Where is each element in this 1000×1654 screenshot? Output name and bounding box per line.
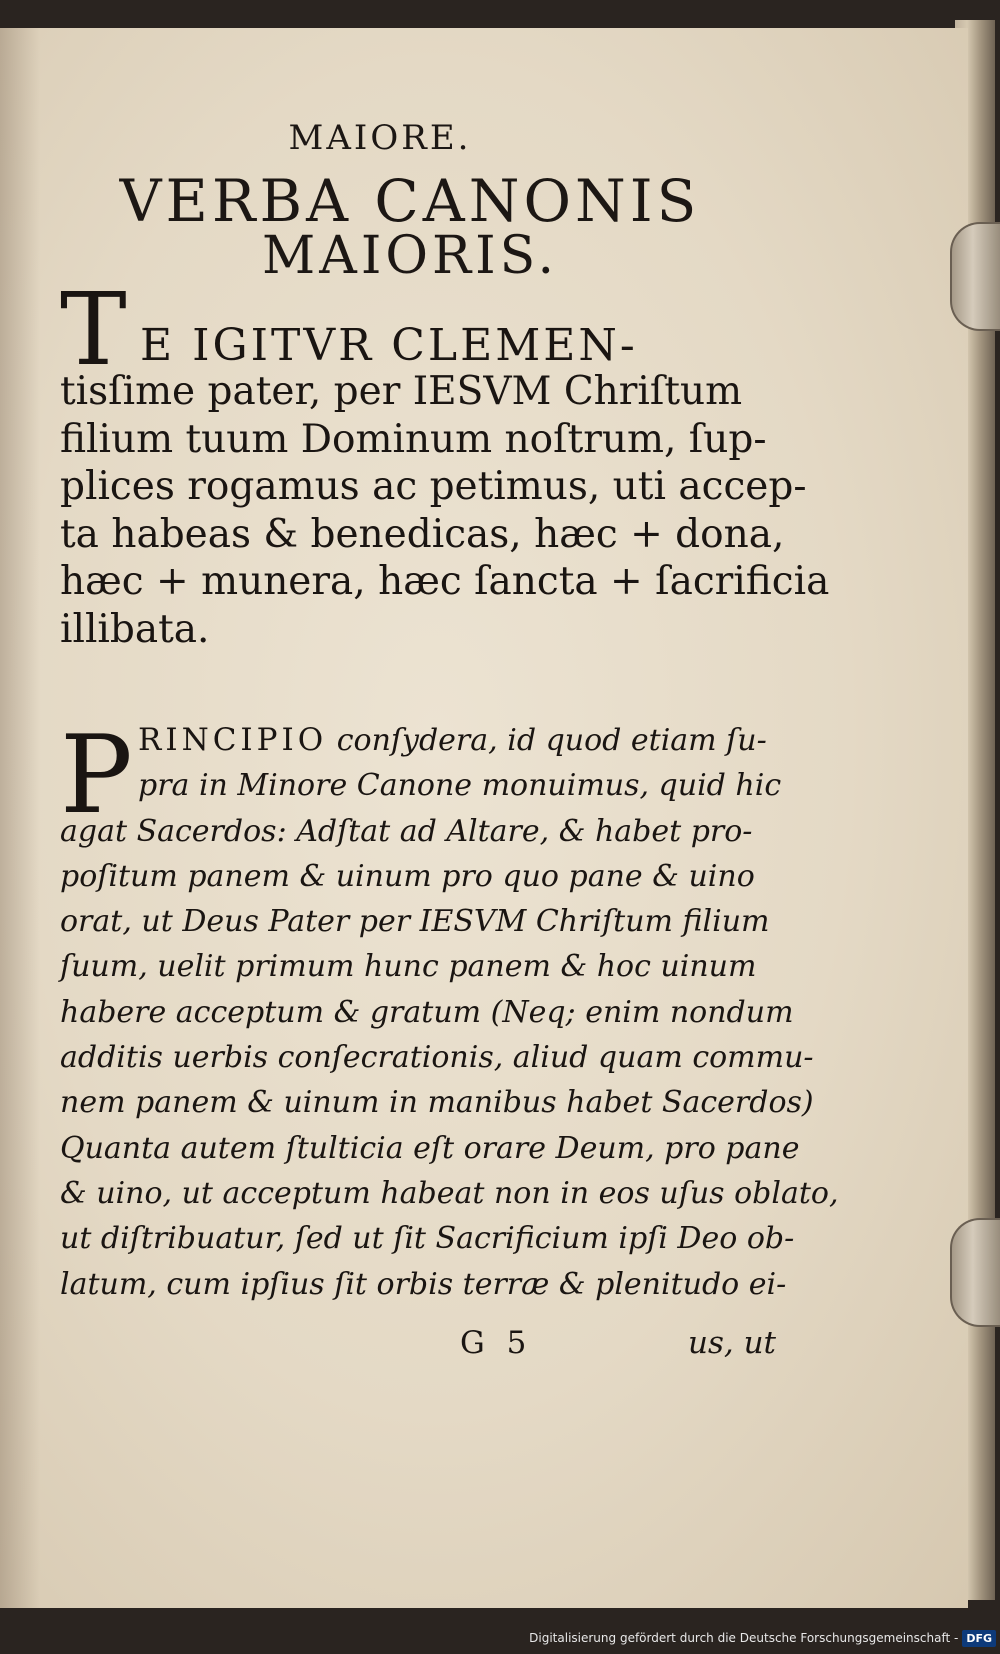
commentary-line-text: conſydera, id quod etiam ſu- [327, 723, 767, 758]
commentary-line: Quanta autem ſtulticia eſt orare Deum, pro pane [60, 1130, 800, 1166]
commentary-line: & uino, ut acceptum habeat non in eos uſus oblato, [60, 1175, 839, 1211]
clasp-tab-bottom [950, 1218, 1000, 1327]
commentary-line: habere acceptum & gratum (Neq; enim nondum [60, 994, 794, 1030]
prayer-line: filium tuum Dominum noſtrum, ſup- [60, 416, 767, 462]
commentary-line: additis uerbis conſecrationis, aliud quam commu- [60, 1040, 814, 1076]
commentary-line: latum, cum ipſius ſit orbis terræ & plenitudo ei- [60, 1266, 787, 1302]
footer-text: Digitalisierung gefördert durch die Deutsche Forschungsgemeinschaft - [529, 1631, 959, 1645]
clasp-tab-top [950, 222, 1000, 331]
prayer-line: hæc + munera, hæc ſancta + ſacrificia [60, 559, 830, 604]
commentary-text [60, 713, 839, 1307]
commentary-line: nem panem & uinum in manibus habet Sacerdos) [60, 1085, 814, 1121]
running-header: MAIORE. [288, 118, 472, 158]
catchword: us, ut [688, 1325, 777, 1361]
commentary-line [60, 718, 765, 763]
commentary-line: pra in Minore Canone monuimus, quid hic [138, 768, 782, 804]
prayer-text [60, 368, 830, 653]
digitization-footer [529, 1626, 996, 1650]
prayer-line: plices rogamus ac petimus, uti accep- [60, 464, 807, 509]
title-line-2: MAIORIS. [262, 226, 558, 286]
prayer-first-line: E IGITVR CLEMEN- [140, 320, 638, 371]
commentary-line: ſuum, uelit primum hunc panem & hoc uinum [60, 949, 757, 985]
gutter-shadow [0, 28, 40, 1608]
drop-cap-p: P [60, 713, 133, 838]
dfg-logo: DFG [962, 1630, 996, 1647]
drop-cap-t: T [60, 271, 127, 388]
prayer-line: illibata. [60, 606, 210, 652]
commentary-line: poſitum panem & uinum pro quo pane & uino [60, 858, 755, 894]
commentary-line: orat, ut Deus Pater per IESVM Chriſtum filium [60, 904, 770, 940]
prayer-line: ta habeas & benedicas, hæc + dona, [60, 511, 785, 557]
signature-mark: G 5 [460, 1325, 533, 1361]
title-line-1: VERBA CANONIS [119, 167, 701, 235]
commentary-lead: RINCIPIO [138, 722, 328, 758]
prayer-line: tisſime pater, per IESVM Chriſtum [60, 369, 743, 414]
commentary-line: ut diſtribuatur, ſed ut ſit Sacrificium ipſi Deo ob- [60, 1221, 795, 1257]
commentary-line: agat Sacerdos: Adſtat ad Altare, & habet pro- [60, 813, 753, 849]
